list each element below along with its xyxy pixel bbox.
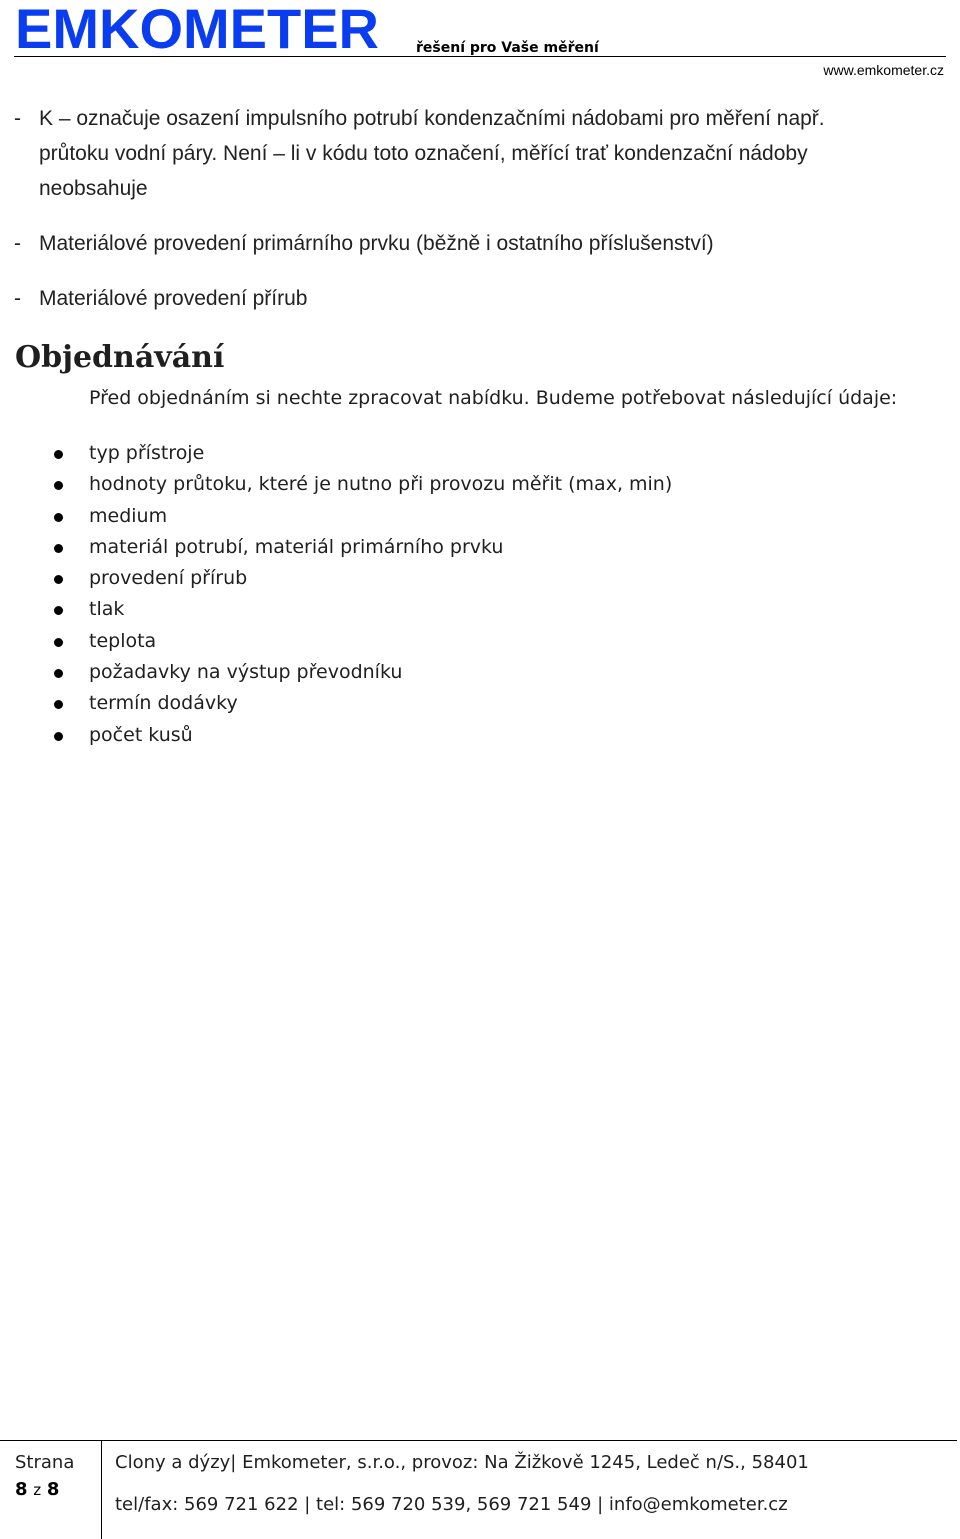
brand-tagline: řešení pro Vaše měření	[416, 40, 599, 56]
list-item-label: typ přístroje	[89, 442, 205, 464]
list-item	[0, 469, 960, 500]
dash-marker: -	[14, 107, 21, 130]
section-heading: Objednávání	[15, 340, 225, 375]
bullet-icon	[54, 700, 63, 709]
list-item-label: provedení přírub	[89, 567, 248, 590]
bullet-icon	[54, 481, 63, 490]
list-item-label: medium	[89, 504, 168, 527]
section-intro: Před objednáním si nechte zpracovat nabídku. Budeme potřebovat následující údaje:	[89, 387, 898, 409]
footer-divider	[0, 1440, 957, 1441]
list-item-k-marking	[14, 101, 914, 206]
list-item-text-line: Materiálové provedení přírub	[39, 287, 308, 310]
list-item-text-line: průtoku vodní páry. Není – li v kódu toto označení, měřící trať kondenzační nádoby	[39, 142, 808, 165]
list-item	[0, 626, 960, 657]
page-total: 8	[46, 1479, 60, 1500]
list-item-text-line: Materiálové provedení primárního prvku (běžně i ostatního příslušenství)	[39, 232, 714, 255]
list-item-label: hodnoty průtoku, které je nutno při provozu měřit (max, min)	[89, 473, 673, 496]
brand-logo: EMKOMETER	[15, 0, 379, 60]
bullet-icon	[54, 606, 63, 615]
list-item	[0, 532, 960, 563]
footer-company-address: Clony a dýzy| Emkometer, s.r.o., provoz: Na Žižkově 1245, Ledeč n/S., 58401	[115, 1452, 809, 1473]
page-footer	[0, 1440, 960, 1539]
bullet-icon	[54, 513, 63, 522]
header-divider	[14, 56, 946, 57]
page-label: Strana	[15, 1452, 75, 1473]
list-item	[0, 438, 960, 469]
list-item-text-line: neobsahuje	[39, 177, 148, 200]
list-item-label: teplota	[89, 629, 157, 652]
list-item	[0, 563, 960, 594]
page-header	[0, 0, 960, 84]
list-item-label: materiál potrubí, materiál primárního prvku	[89, 535, 504, 558]
page-separator: z	[33, 1481, 42, 1499]
list-item	[0, 501, 960, 532]
bullet-icon	[54, 638, 63, 647]
bullet-icon	[54, 544, 63, 553]
list-item	[0, 720, 960, 751]
bullet-icon	[54, 669, 63, 678]
website-url[interactable]: www.emkometer.cz	[823, 62, 944, 78]
list-item-text-line: K – označuje osazení impulsního potrubí kondenzačními nádobami pro měření např.	[39, 107, 825, 130]
list-item-label: požadavky na výstup převodníku	[89, 661, 403, 684]
list-item-label: počet kusů	[89, 723, 193, 746]
bullet-icon	[54, 450, 63, 459]
list-item	[0, 594, 960, 625]
list-item-label: termín dodávky	[89, 692, 238, 715]
footer-column-divider	[101, 1440, 102, 1539]
list-item	[0, 657, 960, 688]
bullet-icon	[54, 575, 63, 584]
dash-marker: -	[14, 232, 21, 255]
list-item-label: tlak	[89, 598, 125, 621]
bullet-icon	[54, 732, 63, 741]
page-number	[15, 1476, 59, 1504]
list-item	[0, 688, 960, 719]
footer-contact: tel/fax: 569 721 622 | tel: 569 720 539, 569 721 549 | info@emkometer.cz	[115, 1494, 788, 1515]
list-item-flange-material	[14, 281, 914, 316]
order-requirements-list	[0, 438, 960, 751]
dash-marker: -	[14, 287, 21, 310]
page-current: 8	[15, 1479, 28, 1500]
list-item-primary-material	[14, 226, 914, 261]
